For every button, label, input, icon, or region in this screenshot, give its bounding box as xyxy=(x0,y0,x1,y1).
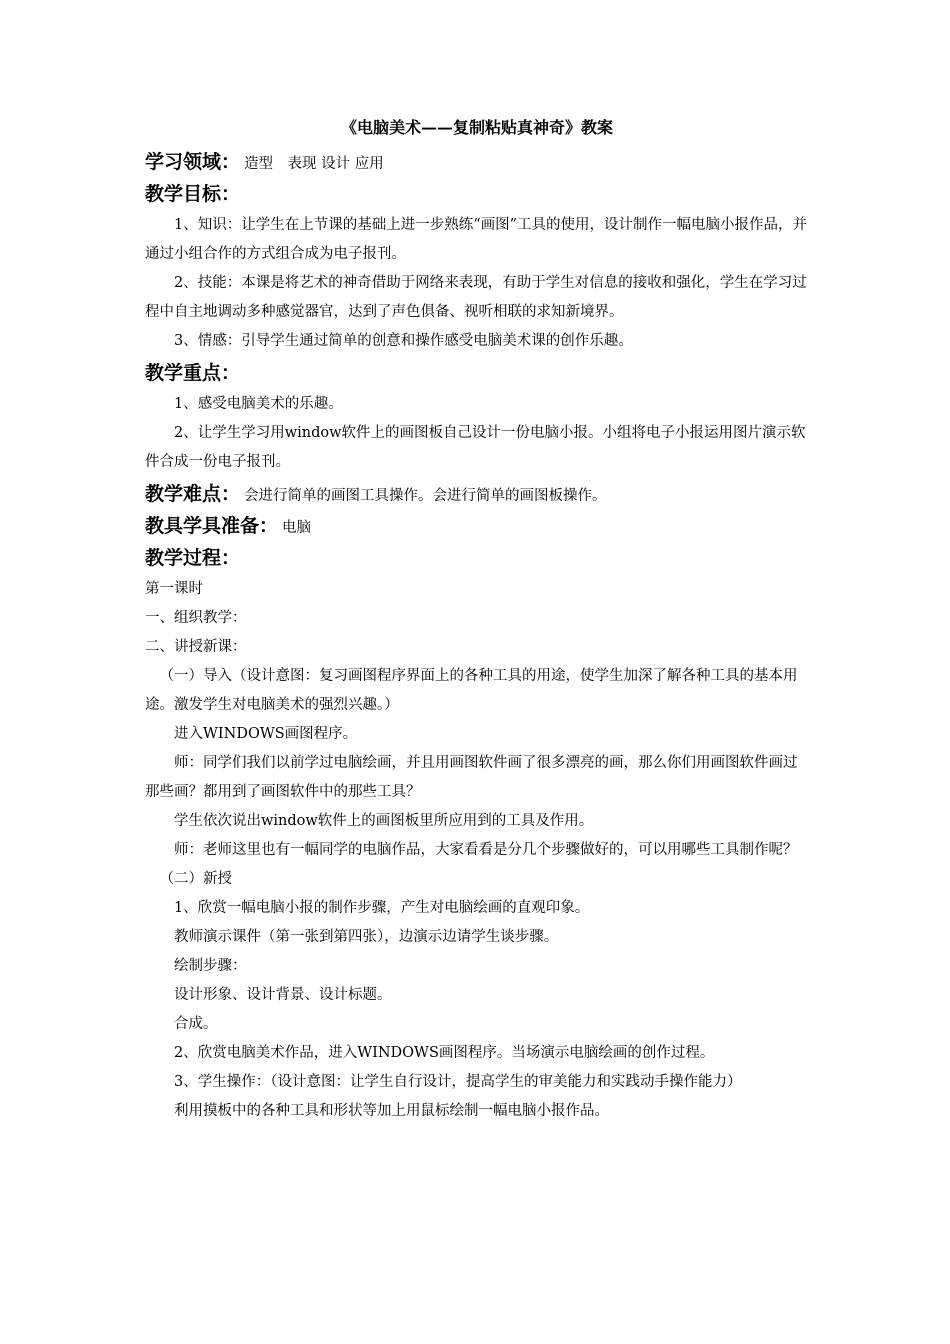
lesson-label: 第一课时 xyxy=(145,581,203,597)
process-paragraph: 进入WINDOWS画图程序。 xyxy=(174,726,358,742)
process-paragraph: 师：老师这里也有一幅同学的电脑作品，大家看看是分几个步骤做好的，可以用哪些工具制作呢？ xyxy=(174,842,798,858)
objective-item: 3、情感：引导学生通过简单的创意和操作感受电脑美术课的创作乐趣。 xyxy=(174,333,633,349)
process-heading: 教学过程： xyxy=(145,547,241,569)
difficulty-section xyxy=(145,481,809,509)
process-paragraph: 教师演示课件（第一张到第四张），边演示边请学生谈步骤。 xyxy=(174,929,559,945)
document-body xyxy=(145,115,809,1126)
process-paragraph: 利用摸板中的各种工具和形状等加上用鼠标绘制一幅电脑小报作品。 xyxy=(174,1103,609,1119)
objective-item: 2、技能：本课是将艺术的神奇借助于网络来表现，有助于学生对信息的接收和强化，学生在学习过程中自主地调动多种感觉器官，达到了声色俱备、视听相联的求知新境界。 xyxy=(145,275,807,320)
process-paragraph: 合成。 xyxy=(174,1016,218,1032)
process-step: 一、组织教学： xyxy=(145,610,247,626)
process-paragraph: （二）新授 xyxy=(159,871,232,887)
process-paragraph: 学生依次说出window软件上的画图板里所应用到的工具及作用。 xyxy=(174,813,594,829)
key-point-item: 2、让学生学习用window软件上的画图板自己设计一份电脑小报。小组将电子小报运用图片演示软件合成一份电子报刊。 xyxy=(145,425,806,470)
process-paragraph: 2、欣赏电脑美术作品，进入WINDOWS画图程序。当场演示电脑绘画的创作过程。 xyxy=(174,1045,715,1061)
objectives-heading: 教学目标： xyxy=(145,183,241,205)
key-points-heading: 教学重点： xyxy=(145,362,241,384)
process-step: 二、讲授新课： xyxy=(145,639,247,655)
difficulty-value: 会进行简单的画图工具操作。会进行简单的画图板操作。 xyxy=(244,488,607,504)
process-paragraph: 设计形象、设计背景、设计标题。 xyxy=(174,987,392,1003)
domain-section xyxy=(145,149,809,177)
domain-value: 造型 表现 设计 应用 xyxy=(244,156,384,172)
process-paragraph: 3、学生操作：（设计意图：让学生自行设计，提高学生的审美能力和实践动手操作能力） xyxy=(174,1074,742,1090)
document-title: 《电脑美术——复制粘贴真神奇》教案 xyxy=(340,118,613,137)
key-point-item: 1、感受电脑美术的乐趣。 xyxy=(174,396,343,412)
process-paragraph: 1、欣赏一幅电脑小报的制作步骤，产生对电脑绘画的直观印象。 xyxy=(174,900,590,916)
process-paragraph: 绘制步骤： xyxy=(174,958,247,974)
tools-value: 电脑 xyxy=(282,520,312,536)
difficulty-label: 教学难点： xyxy=(145,483,241,505)
process-paragraph: 师：同学们我们以前学过电脑绘画，并且用画图软件画了很多漂亮的画，那么你们用画图软件画过那些画？都用到了画图软件中的那些工具？ xyxy=(145,755,798,800)
tools-section xyxy=(145,513,809,541)
tools-label: 教具学具准备： xyxy=(145,515,279,537)
intro-paragraph: （一）导入（设计意图：复习画图程序界面上的各种工具的用途，使学生加深了解各种工具的基本用途。激发学生对电脑美术的强烈兴趣。） xyxy=(145,668,798,713)
objective-item: 1、知识：让学生在上节课的基础上进一步熟练“画图”工具的使用，设计制作一幅电脑小报作品，并通过小组合作的方式组合成为电子报刊。 xyxy=(145,217,808,262)
domain-label: 学习领域： xyxy=(145,151,241,173)
